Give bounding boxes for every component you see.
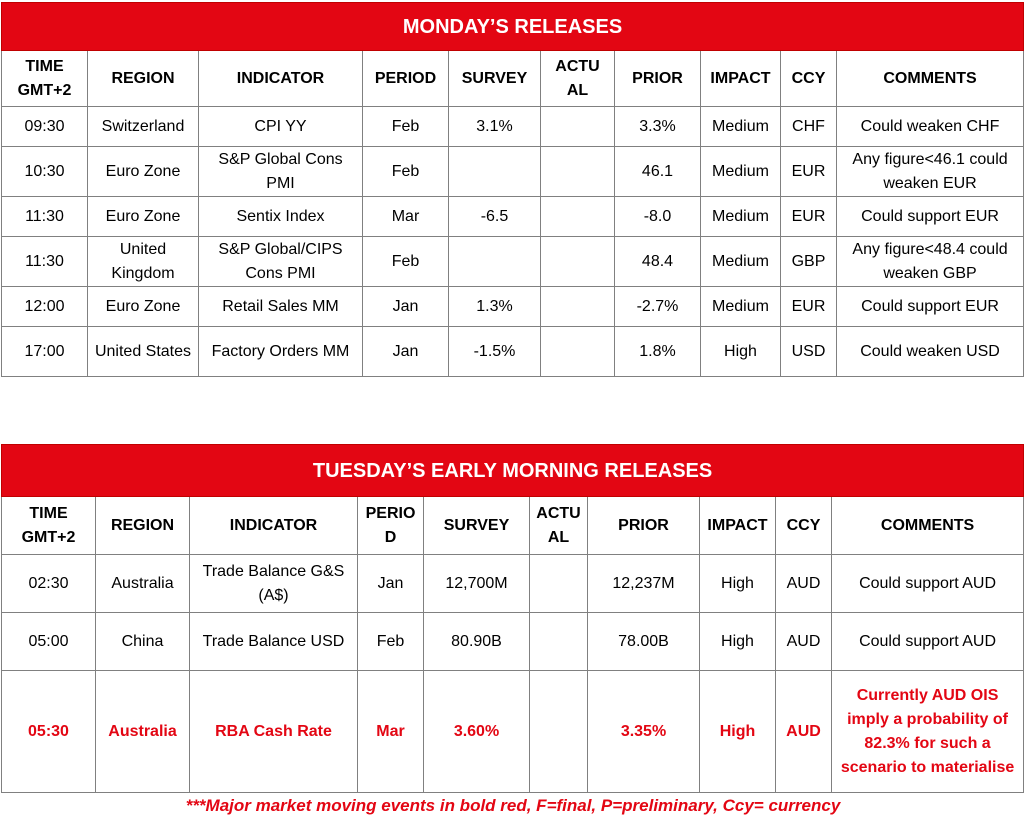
cell-region: China [96, 613, 190, 671]
cell-time: 09:30 [2, 107, 88, 147]
cell-region: Switzerland [88, 107, 199, 147]
header-region: REGION [96, 497, 190, 555]
header-time: TIME GMT+2 [2, 497, 96, 555]
cell-comments: Could support AUD [832, 555, 1024, 613]
header-actual: ACTU AL [541, 51, 615, 107]
tuesday-header-row [2, 497, 1024, 555]
cell-time: 11:30 [2, 197, 88, 237]
header-indicator: INDICATOR [199, 51, 363, 107]
cell-prior: 78.00B [588, 613, 700, 671]
header-period: PERIOD [363, 51, 449, 107]
cell-ccy: EUR [781, 287, 837, 327]
legend-footnote: ***Major market moving events in bold red, F=final, P=preliminary, Ccy= currency [185, 796, 841, 815]
cell-comments: Could support EUR [837, 197, 1024, 237]
table-row [2, 237, 1024, 287]
cell-prior: 12,237M [588, 555, 700, 613]
cell-survey: -6.5 [449, 197, 541, 237]
cell-indicator: RBA Cash Rate [190, 671, 358, 793]
cell-indicator: Trade Balance G&S (A$) [190, 555, 358, 613]
cell-ccy: AUD [776, 613, 832, 671]
cell-period: Feb [363, 147, 449, 197]
cell-comments: Could weaken USD [837, 327, 1024, 377]
cell-region: Euro Zone [88, 287, 199, 327]
cell-impact: Medium [701, 287, 781, 327]
cell-comments: Could support AUD [832, 613, 1024, 671]
monday-header-row [2, 51, 1024, 107]
cell-survey: 1.3% [449, 287, 541, 327]
cell-indicator: CPI YY [199, 107, 363, 147]
cell-survey [449, 237, 541, 287]
table-row [2, 147, 1024, 197]
cell-time: 10:30 [2, 147, 88, 197]
cell-impact: High [701, 327, 781, 377]
cell-indicator: Factory Orders MM [199, 327, 363, 377]
cell-prior: -2.7% [615, 287, 701, 327]
cell-indicator: Retail Sales MM [199, 287, 363, 327]
cell-survey: -1.5% [449, 327, 541, 377]
cell-impact: High [700, 671, 776, 793]
cell-region: United States [88, 327, 199, 377]
cell-ccy: AUD [776, 671, 832, 793]
cell-comments: Currently AUD OIS imply a probability of 82.3% for such a scenario to materialise [832, 671, 1024, 793]
header-comments: COMMENTS [837, 51, 1024, 107]
header-survey: SURVEY [449, 51, 541, 107]
cell-region: Euro Zone [88, 197, 199, 237]
header-region: REGION [88, 51, 199, 107]
cell-prior: -8.0 [615, 197, 701, 237]
cell-period: Feb [363, 107, 449, 147]
cell-actual [541, 107, 615, 147]
cell-survey: 80.90B [424, 613, 530, 671]
cell-ccy: EUR [781, 147, 837, 197]
cell-time: 02:30 [2, 555, 96, 613]
cell-actual [541, 327, 615, 377]
cell-ccy: EUR [781, 197, 837, 237]
cell-actual [541, 197, 615, 237]
cell-actual [541, 147, 615, 197]
cell-time: 12:00 [2, 287, 88, 327]
cell-impact: High [700, 613, 776, 671]
cell-ccy: GBP [781, 237, 837, 287]
header-prior: PRIOR [615, 51, 701, 107]
cell-period: Feb [363, 237, 449, 287]
cell-region: Euro Zone [88, 147, 199, 197]
cell-ccy: CHF [781, 107, 837, 147]
cell-indicator: S&P Global Cons PMI [199, 147, 363, 197]
cell-time: 05:00 [2, 613, 96, 671]
cell-impact: High [700, 555, 776, 613]
header-survey: SURVEY [424, 497, 530, 555]
cell-comments: Any figure<48.4 could weaken GBP [837, 237, 1024, 287]
cell-impact: Medium [701, 237, 781, 287]
header-prior: PRIOR [588, 497, 700, 555]
cell-comments: Any figure<46.1 could weaken EUR [837, 147, 1024, 197]
cell-indicator: Sentix Index [199, 197, 363, 237]
cell-region: United Kingdom [88, 237, 199, 287]
cell-ccy: AUD [776, 555, 832, 613]
cell-actual [541, 287, 615, 327]
tuesday-title: TUESDAY’S EARLY MORNING RELEASES [2, 445, 1024, 497]
monday-title: MONDAY’S RELEASES [2, 3, 1024, 51]
cell-prior: 3.3% [615, 107, 701, 147]
header-ccy: CCY [781, 51, 837, 107]
cell-ccy: USD [781, 327, 837, 377]
cell-region: Australia [96, 555, 190, 613]
cell-actual [530, 613, 588, 671]
cell-time: 17:00 [2, 327, 88, 377]
cell-survey: 3.1% [449, 107, 541, 147]
cell-indicator: Trade Balance USD [190, 613, 358, 671]
cell-actual [530, 555, 588, 613]
cell-region: Australia [96, 671, 190, 793]
cell-actual [530, 671, 588, 793]
cell-comments: Could support EUR [837, 287, 1024, 327]
cell-prior: 1.8% [615, 327, 701, 377]
tuesday-releases-table [1, 444, 1024, 793]
cell-impact: Medium [701, 197, 781, 237]
cell-survey: 3.60% [424, 671, 530, 793]
cell-comments: Could weaken CHF [837, 107, 1024, 147]
table-row [2, 555, 1024, 613]
cell-impact: Medium [701, 107, 781, 147]
table-row [2, 671, 1024, 793]
header-impact: IMPACT [700, 497, 776, 555]
header-period: PERIO D [358, 497, 424, 555]
cell-prior: 3.35% [588, 671, 700, 793]
cell-time: 11:30 [2, 237, 88, 287]
cell-period: Mar [363, 197, 449, 237]
monday-releases-table [1, 2, 1024, 377]
table-row [2, 327, 1024, 377]
header-comments: COMMENTS [832, 497, 1024, 555]
cell-prior: 48.4 [615, 237, 701, 287]
cell-prior: 46.1 [615, 147, 701, 197]
table-row [2, 613, 1024, 671]
cell-actual [541, 237, 615, 287]
table-row [2, 107, 1024, 147]
cell-survey: 12,700M [424, 555, 530, 613]
cell-period: Feb [358, 613, 424, 671]
header-actual: ACTU AL [530, 497, 588, 555]
cell-indicator: S&P Global/CIPS Cons PMI [199, 237, 363, 287]
cell-period: Mar [358, 671, 424, 793]
header-ccy: CCY [776, 497, 832, 555]
cell-survey [449, 147, 541, 197]
header-time: TIME GMT+2 [2, 51, 88, 107]
header-indicator: INDICATOR [190, 497, 358, 555]
cell-period: Jan [363, 327, 449, 377]
header-impact: IMPACT [701, 51, 781, 107]
cell-period: Jan [363, 287, 449, 327]
cell-impact: Medium [701, 147, 781, 197]
table-row [2, 197, 1024, 237]
cell-period: Jan [358, 555, 424, 613]
cell-time: 05:30 [2, 671, 96, 793]
table-row [2, 287, 1024, 327]
